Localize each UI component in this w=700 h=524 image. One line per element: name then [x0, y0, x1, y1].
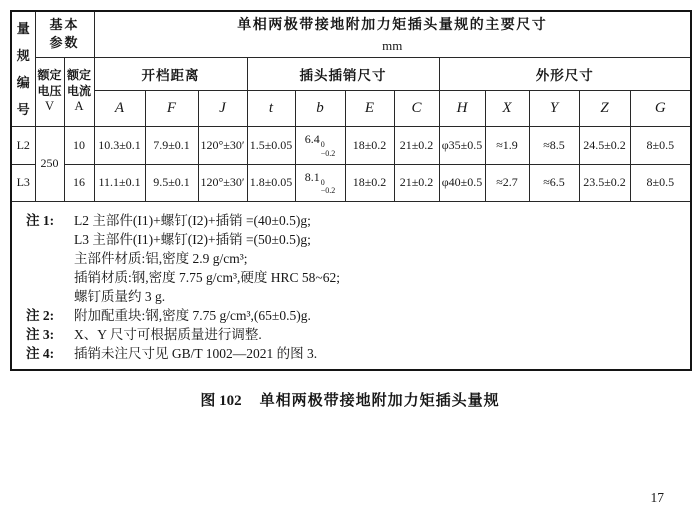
column-letter: A: [94, 90, 145, 126]
cell-b: [295, 164, 345, 201]
figure-title: 单相两极带接地附加力矩插头量规: [259, 393, 500, 409]
basic-params-line: 基本: [49, 17, 80, 33]
cell-J: 120°±30′: [198, 164, 247, 201]
column-letter: F: [145, 90, 198, 126]
b-base: 8.1: [304, 169, 320, 184]
note-line: [26, 230, 682, 249]
note-line: [26, 211, 682, 230]
note-text: L2 主部件(I1)+螺钉(I2)+插销 =(40±0.5)g;: [74, 212, 311, 228]
rated-voltage-line: 额定: [37, 68, 62, 83]
gauge-number-header-char: 规: [16, 47, 30, 63]
table-row: [11, 164, 691, 201]
notes-section: [11, 201, 691, 370]
cell-C: 21±0.2: [394, 126, 439, 164]
cell-F: 9.5±0.1: [145, 164, 198, 201]
voltage-value-cell: 250: [35, 126, 64, 201]
gauge-number-header-char: 编: [16, 74, 30, 90]
note-label: 注 4:: [26, 345, 55, 361]
note-label: 注 3:: [26, 326, 55, 342]
basic-params-header: [35, 11, 94, 57]
rated-voltage-line: 电压: [37, 83, 62, 98]
note-label: [26, 287, 74, 306]
gauge-id-cell: L2: [11, 126, 35, 164]
group-outline-dimensions: 外形尺寸: [439, 57, 691, 90]
rated-current-unit: A: [74, 99, 84, 114]
rated-current-header: [64, 57, 94, 126]
unit-label: mm: [382, 38, 403, 54]
b-tol-upper: 0: [320, 140, 325, 149]
gauge-number-header-char: 量: [16, 20, 30, 36]
cell-Y: ≈8.5: [529, 126, 579, 164]
column-letter: H: [439, 90, 485, 126]
cell-C: 21±0.2: [394, 164, 439, 201]
current-value-cell: 10: [64, 126, 94, 164]
note-text: 主部件材质:铝,密度 2.9 g/cm³;: [74, 250, 248, 266]
cell-Y: ≈6.5: [529, 164, 579, 201]
note-line: [26, 249, 682, 268]
gauge-dimensions-table: [10, 10, 692, 371]
note-text: X、Y 尺寸可根据质量进行调整.: [74, 326, 262, 342]
note-label: 注 2:: [26, 307, 55, 323]
column-letter: Z: [579, 90, 630, 126]
cell-G: 8±0.5: [630, 164, 691, 201]
note-line: [26, 344, 682, 363]
cell-t: 1.8±0.05: [247, 164, 295, 201]
notes-row: [11, 201, 691, 370]
table-title-cell: [94, 11, 691, 57]
note-label: 注 1:: [26, 212, 55, 228]
note-text: L3 主部件(I1)+螺钉(I2)+插销 =(50±0.5)g;: [74, 231, 311, 247]
column-letter: C: [394, 90, 439, 126]
note-line: [26, 287, 682, 306]
rated-current-line: 电流: [67, 83, 92, 98]
note-label: [26, 249, 74, 268]
group-pin-dimensions: 插头插销尺寸: [247, 57, 439, 90]
group-opening-distance: 开档距离: [94, 57, 247, 90]
column-letter: b: [295, 90, 345, 126]
cell-E: 18±0.2: [345, 126, 394, 164]
gauge-id-cell: L3: [11, 164, 35, 201]
b-tol-lower: −0.2: [320, 148, 336, 158]
current-value-cell: 16: [64, 164, 94, 201]
table-row: [11, 126, 691, 164]
cell-F: 7.9±0.1: [145, 126, 198, 164]
column-letter: t: [247, 90, 295, 126]
cell-J: 120°±30′: [198, 126, 247, 164]
column-letter: Y: [529, 90, 579, 126]
figure-caption: [0, 389, 700, 410]
note-label: [26, 230, 74, 249]
note-line: [26, 306, 682, 325]
column-letter: E: [345, 90, 394, 126]
cell-G: 8±0.5: [630, 126, 691, 164]
gauge-number-header: [11, 11, 35, 126]
b-tolerance: [321, 141, 336, 158]
cell-Z: 23.5±0.2: [579, 164, 630, 201]
rated-voltage-unit: V: [44, 99, 55, 114]
note-text: 附加配重块:钢,密度 7.75 g/cm³,(65±0.5)g.: [74, 307, 311, 323]
figure-number: 图 102: [200, 393, 242, 409]
cell-Z: 24.5±0.2: [579, 126, 630, 164]
column-letter: X: [485, 90, 529, 126]
cell-t: 1.5±0.05: [247, 126, 295, 164]
cell-H: φ40±0.5: [439, 164, 485, 201]
cell-A: 11.1±0.1: [94, 164, 145, 201]
b-tolerance: [321, 179, 336, 196]
cell-A: 10.3±0.1: [94, 126, 145, 164]
column-letter: J: [198, 90, 247, 126]
page-number: 17: [650, 490, 664, 505]
column-letter: G: [630, 90, 691, 126]
b-base: 6.4: [304, 132, 320, 146]
cell-X: ≈1.9: [485, 126, 529, 164]
b-tol-lower: −0.2: [320, 186, 336, 195]
note-text: 插销材质:钢,密度 7.75 g/cm³,硬度 HRC 58~62;: [74, 269, 340, 285]
rated-current-line: 额定: [67, 68, 92, 83]
note-text: 插销未注尺寸见 GB/T 1002—2021 的图 3.: [74, 345, 318, 361]
table-title: 单相两极带接地附加力矩插头量规的主要尺寸: [237, 18, 548, 34]
note-line: [26, 325, 682, 344]
cell-E: 18±0.2: [345, 164, 394, 201]
b-tol-upper: 0: [320, 177, 325, 187]
basic-params-line: 参数: [49, 35, 80, 51]
note-label: [26, 268, 74, 287]
cell-X: ≈2.7: [485, 164, 529, 201]
rated-voltage-header: [35, 57, 64, 126]
gauge-number-header-char: 号: [16, 101, 30, 117]
note-text: 螺钉质量约 3 g.: [74, 288, 166, 304]
note-line: [26, 268, 682, 287]
cell-b: [295, 126, 345, 164]
cell-H: φ35±0.5: [439, 126, 485, 164]
